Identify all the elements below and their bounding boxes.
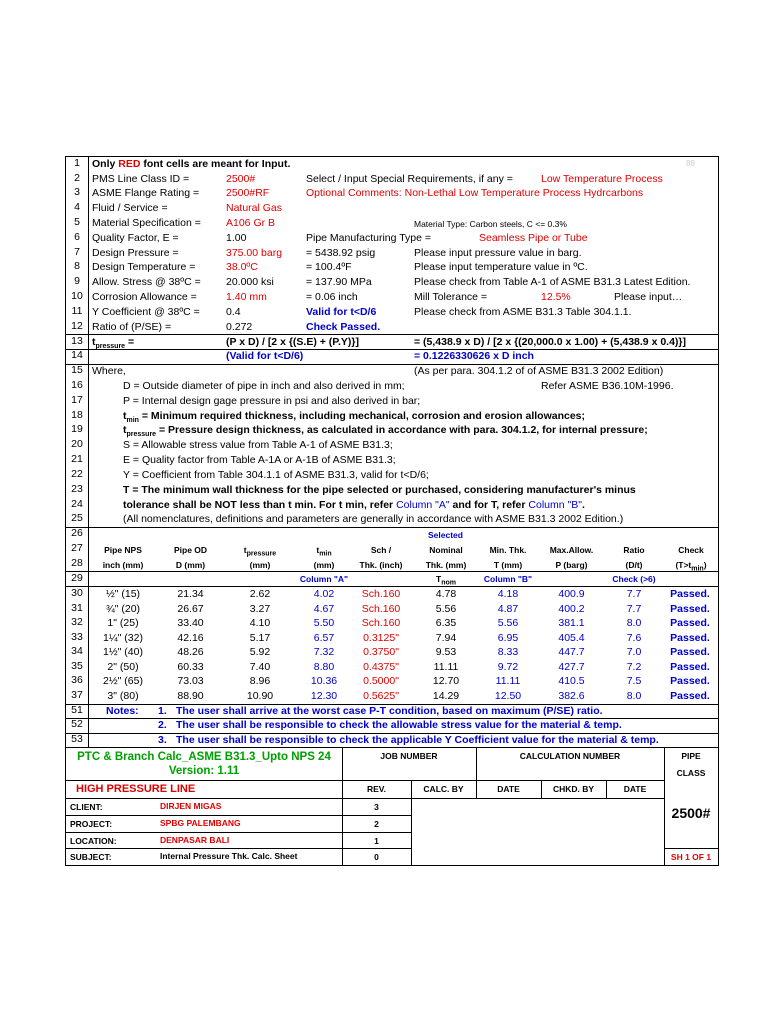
cell-nps: ¾" (20) bbox=[105, 602, 141, 615]
row-number: 22 bbox=[71, 468, 83, 480]
calculation-sheet bbox=[65, 156, 719, 866]
cell-min-thk: 6.95 bbox=[497, 631, 519, 644]
cell-nps: 2½" (65) bbox=[103, 675, 143, 687]
cell-tmin: 12.30 bbox=[310, 689, 338, 702]
definition: T = The minimum wall thickness for the pipe selected or purchased, considering manufacturer's minus bbox=[123, 484, 636, 496]
cell-ratio: 7.2 bbox=[626, 660, 642, 673]
cell-nps: 1½" (40) bbox=[103, 646, 143, 658]
cell-min-thk: 8.33 bbox=[497, 646, 519, 658]
chkd-by-label: CHKD. BY bbox=[552, 784, 595, 794]
special-req-input[interactable]: Low Temperature Process bbox=[541, 173, 663, 185]
col-header: (mm) bbox=[249, 560, 271, 570]
hint: Please check from Table A-1 of ASME B31.3 Latest Edition. bbox=[414, 276, 691, 288]
row-number: 31 bbox=[71, 601, 83, 614]
row-number: 14 bbox=[71, 349, 83, 361]
row-number: 51 bbox=[71, 704, 83, 716]
label: Allow. Stress @ 38ºC = bbox=[92, 276, 201, 288]
col-header: Sch / bbox=[370, 545, 392, 555]
pipe-label: PIPE bbox=[681, 751, 701, 761]
cell-max-pressure: 382.6 bbox=[558, 689, 585, 702]
formula-expanded: = (5,438.9 x D) / [2 x {(20,000.0 x 1.00) + (5,438.9 x 0.4)}] bbox=[414, 336, 687, 348]
definition: D = Outside diameter of pipe in inch and also derived in mm; bbox=[123, 380, 405, 392]
cell-nps: 1" (25) bbox=[107, 617, 139, 629]
sheet-version: Version: 1.11 bbox=[168, 765, 240, 777]
cell-tmin: 10.36 bbox=[310, 675, 338, 687]
class-label: CLASS bbox=[676, 768, 706, 778]
project-value[interactable]: SPBG PALEMBANG bbox=[160, 818, 241, 828]
col-header: $t_{min}$ bbox=[316, 545, 332, 558]
label: Where, bbox=[92, 365, 126, 377]
label: PMS Line Class ID = bbox=[92, 173, 190, 185]
cell-tpressure: 5.92 bbox=[249, 646, 271, 658]
label: Select / Input Special Requirements, if any = bbox=[306, 173, 513, 185]
manufacturing-input[interactable]: Seamless Pipe or Tube bbox=[479, 232, 588, 244]
row-number: 10 bbox=[71, 290, 83, 302]
material-input[interactable]: A106 Gr B bbox=[226, 217, 276, 229]
job-number-label: JOB NUMBER bbox=[380, 751, 438, 761]
label: Ratio of (P/SE) = bbox=[92, 321, 172, 333]
definition: Y = Coefficient from Table 304.1.1 of ASME B31.3, valid for t<D/6; bbox=[123, 469, 429, 481]
col-header: Pipe NPS bbox=[104, 545, 142, 555]
divider bbox=[66, 349, 718, 350]
cell-ratio: 7.6 bbox=[626, 631, 642, 644]
cell-nps: ½" (15) bbox=[105, 588, 141, 600]
row-number: 6 bbox=[74, 231, 80, 243]
validity: (Valid for t<D/6) bbox=[226, 350, 304, 362]
definition: S = Allowable stress value from Table A-1 of ASME B31.3; bbox=[123, 439, 393, 451]
row-number: 30 bbox=[71, 587, 83, 599]
sheet-title: PTC & Branch Calc_ASME B31.3_Upto NPS 24 bbox=[77, 751, 331, 763]
cell-check: Passed. bbox=[670, 617, 710, 629]
row-number: 37 bbox=[71, 688, 83, 701]
row-number: 16 bbox=[71, 379, 83, 391]
notes-label: Notes: bbox=[106, 705, 139, 717]
cell-od: 21.34 bbox=[177, 588, 204, 600]
cell-ratio: 7.7 bbox=[626, 588, 642, 600]
pms-class-input[interactable]: 2500# bbox=[226, 173, 256, 185]
row-number: 24 bbox=[71, 498, 83, 510]
cell-max-pressure: 410.5 bbox=[558, 675, 585, 687]
row-number: 35 bbox=[71, 659, 83, 672]
formula-result: = 0.1226330626 x D inch bbox=[414, 350, 534, 362]
subject-value: Internal Pressure Thk. Calc. Sheet bbox=[160, 851, 298, 861]
definition: $t_{min}$ = Minimum required thickness, including mechanical, corrosion and erosion allowances; bbox=[123, 410, 586, 425]
cell-check: Passed. bbox=[670, 602, 710, 615]
col-header: T (mm) bbox=[493, 560, 523, 570]
cell-max-pressure: 405.4 bbox=[558, 631, 585, 644]
cell-schedule[interactable]: 0.4375" bbox=[363, 660, 399, 673]
row-number: 36 bbox=[71, 674, 83, 686]
col-header: (mm) bbox=[313, 560, 335, 570]
cell-tpressure: 8.96 bbox=[249, 675, 271, 687]
value: = 0.06 inch bbox=[306, 291, 358, 303]
col-header: D (mm) bbox=[175, 560, 206, 570]
col-header: $(T>t_{min})$ bbox=[675, 560, 707, 573]
definition: E = Quality factor from Table A-1A or A-1B of ASME B31.3; bbox=[123, 454, 396, 466]
cell-nominal: 7.94 bbox=[435, 631, 457, 644]
row-number: 28 bbox=[71, 557, 83, 569]
divider bbox=[66, 832, 411, 833]
cell-tmin: 7.32 bbox=[313, 646, 335, 658]
date-label: DATE bbox=[497, 784, 520, 794]
cell-nominal: 9.53 bbox=[435, 646, 457, 658]
location-label: LOCATION: bbox=[70, 836, 117, 846]
cell-nominal: 12.70 bbox=[432, 675, 460, 687]
col-header: Check bbox=[678, 545, 704, 555]
cell-ratio: 8.0 bbox=[626, 617, 642, 629]
note-text: The user shall arrive at the worst case P-T condition, based on maximum (P/SE) ratio. bbox=[176, 705, 603, 717]
location-value[interactable]: DENPASAR BALI bbox=[160, 835, 230, 845]
cell-max-pressure: 427.7 bbox=[558, 660, 585, 673]
cell-tmin: 5.50 bbox=[313, 617, 335, 629]
cell-min-thk: 12.50 bbox=[494, 689, 522, 702]
temperature-input[interactable]: 38.0ºC bbox=[226, 261, 258, 273]
cell-ratio: 7.7 bbox=[626, 602, 642, 615]
hint: Please input… bbox=[614, 291, 683, 303]
cell-check: Passed. bbox=[670, 646, 710, 658]
cell-max-pressure: 381.1 bbox=[558, 617, 585, 629]
flange-rating-input[interactable]: 2500#RF bbox=[226, 187, 270, 199]
cell-schedule[interactable]: Sch.160 bbox=[361, 617, 401, 629]
value: 1.00 bbox=[226, 232, 247, 244]
col-header: Pipe OD bbox=[173, 545, 208, 555]
rev-number: 1 bbox=[374, 836, 379, 846]
rev-number: 2 bbox=[374, 819, 379, 829]
corner-mark: 88 bbox=[686, 159, 695, 168]
row-number: 27 bbox=[71, 542, 83, 554]
col-header: Max.Allow. bbox=[549, 545, 594, 555]
row-number: 2 bbox=[74, 172, 80, 184]
cell-od: 60.33 bbox=[177, 660, 204, 673]
value: = 137.90 MPa bbox=[306, 276, 372, 288]
cell-tpressure: 3.27 bbox=[249, 602, 271, 615]
row-number: 5 bbox=[74, 216, 80, 228]
label: Material Specification = bbox=[92, 217, 201, 229]
col-header: Thk. (mm) bbox=[425, 560, 467, 570]
label: Quality Factor, E = bbox=[92, 232, 179, 244]
cell-min-thk: 9.72 bbox=[497, 660, 519, 673]
label: Design Pressure = bbox=[92, 247, 179, 259]
rownum-divider bbox=[88, 157, 89, 748]
label: ASME Flange Rating = bbox=[92, 187, 200, 199]
row-number: 15 bbox=[71, 364, 83, 376]
cell-od: 33.40 bbox=[177, 617, 204, 629]
mill-tolerance-input[interactable]: 12.5% bbox=[541, 291, 571, 303]
formula: (P x D) / [2 x {(S.E) + (P.Y)}] bbox=[226, 336, 359, 348]
row-number: 11 bbox=[71, 305, 83, 317]
divider bbox=[342, 780, 664, 781]
client-label: CLIENT: bbox=[70, 802, 103, 812]
cell-tpressure: 5.17 bbox=[249, 631, 271, 644]
calc-number-label: CALCULATION NUMBER bbox=[519, 751, 621, 761]
note-text: The user shall be responsible to check the applicable Y Coefficient value for the material & temp. bbox=[176, 734, 659, 746]
cell-nps: 2" (50) bbox=[107, 660, 139, 673]
corrosion-input[interactable]: 1.40 mm bbox=[226, 291, 267, 303]
formula-label: $t_{pressure}$ = bbox=[92, 336, 135, 351]
cell-od: 26.67 bbox=[177, 602, 204, 615]
cell-tpressure: 2.62 bbox=[249, 588, 271, 600]
rev-number: 3 bbox=[374, 802, 379, 812]
row-number: 23 bbox=[71, 483, 83, 495]
row-number: 3 bbox=[74, 186, 80, 198]
cell-ratio: 7.0 bbox=[626, 646, 642, 658]
cell-nps: 1¼" (32) bbox=[103, 631, 143, 644]
ratio-check-label: Check (>6) bbox=[612, 574, 656, 584]
rev-number: 0 bbox=[374, 852, 379, 862]
row-number: 17 bbox=[71, 394, 83, 406]
note-text: The user shall be responsible to check the allowable stress value for the material & temp. bbox=[176, 719, 622, 731]
cell-schedule[interactable]: Sch.160 bbox=[361, 602, 401, 615]
comments-input[interactable]: Optional Comments: Non-Lethal Low Temperature Process Hydrcarbons bbox=[306, 187, 644, 199]
cell-check: Passed. bbox=[670, 631, 710, 644]
divider bbox=[66, 798, 664, 799]
cell-tmin: 4.02 bbox=[313, 588, 335, 600]
cell-nominal: 6.35 bbox=[435, 617, 457, 629]
project-label: PROJECT: bbox=[70, 819, 113, 829]
col-header: Thk. (inch) bbox=[359, 560, 403, 570]
label: Corrosion Allowance = bbox=[92, 291, 197, 303]
value: 0.272 bbox=[226, 321, 253, 333]
col-header: Nominal bbox=[429, 545, 463, 555]
subject-label: SUBJECT: bbox=[70, 852, 112, 862]
value: = 5438.92 psig bbox=[306, 247, 376, 259]
pressure-input[interactable]: 375.00 barg bbox=[226, 247, 283, 259]
date-label: DATE bbox=[623, 784, 647, 794]
title-block bbox=[66, 747, 718, 865]
check-status: Check Passed. bbox=[306, 321, 381, 333]
row-number: 13 bbox=[71, 335, 83, 347]
row-number: 25 bbox=[71, 512, 83, 524]
note-number: 3. bbox=[158, 734, 167, 746]
cell-min-thk: 4.18 bbox=[497, 588, 519, 600]
cell-max-pressure: 400.2 bbox=[558, 602, 585, 615]
row-number: 12 bbox=[71, 320, 83, 332]
cell-min-thk: 11.11 bbox=[495, 675, 521, 687]
selected-label: Selected bbox=[428, 530, 463, 540]
rev-label: REV. bbox=[366, 784, 387, 794]
label: Mill Tolerance = bbox=[414, 291, 488, 303]
row-number: 18 bbox=[71, 409, 83, 421]
value: = 100.4ºF bbox=[306, 261, 352, 273]
divider bbox=[66, 780, 342, 781]
col-header: P (barg) bbox=[555, 560, 588, 570]
row-number: 8 bbox=[74, 260, 80, 272]
column-b-label: Column "B" bbox=[483, 574, 533, 584]
label: Design Temperature = bbox=[92, 261, 196, 273]
cell-od: 48.26 bbox=[177, 646, 204, 658]
cell-check: Passed. bbox=[670, 660, 710, 673]
label: Fluid / Service = bbox=[92, 202, 168, 214]
cell-nominal: 4.78 bbox=[435, 588, 457, 600]
cell-schedule[interactable]: Sch.160 bbox=[361, 588, 401, 600]
cell-od: 73.03 bbox=[177, 675, 204, 687]
pipe-class-value: 2500# bbox=[671, 805, 711, 821]
cell-schedule[interactable]: 0.5625" bbox=[363, 689, 399, 702]
cell-check: Passed. bbox=[670, 588, 710, 600]
cell-tmin: 8.80 bbox=[313, 660, 335, 673]
column-a-label: Column "A" bbox=[299, 574, 349, 584]
row-number: 1 bbox=[74, 157, 80, 169]
sheet-number: SH 1 OF 1 bbox=[670, 852, 712, 862]
cell-schedule[interactable]: 0.5000" bbox=[363, 675, 399, 687]
row-number: 9 bbox=[74, 275, 80, 287]
cell-tpressure: 10.90 bbox=[246, 689, 274, 702]
definition: P = Internal design gage pressure in psi and also derived in bar; bbox=[123, 395, 421, 407]
definition: $t_{pressure}$ = Pressure design thickness, as calculated in accordance with para. 304.1.2, for internal pressure; bbox=[123, 424, 648, 439]
hint: Please input temperature value in ºC. bbox=[414, 261, 588, 273]
label: Y Coefficient @ 38ºC = bbox=[92, 306, 200, 318]
col-header: inch (mm) bbox=[102, 560, 144, 570]
cell-ratio: 7.5 bbox=[626, 675, 642, 687]
label: Pipe Manufacturing Type = bbox=[306, 232, 432, 244]
row-number: 4 bbox=[74, 201, 80, 213]
material-type: Material Type: Carbon steels, C <= 0.3% bbox=[414, 219, 567, 229]
col-header: $t_{pressure}$ bbox=[243, 545, 277, 558]
row-number: 26 bbox=[71, 527, 83, 539]
cell-nominal: 14.29 bbox=[432, 689, 460, 702]
row-number: 19 bbox=[71, 423, 83, 435]
cell-ratio: 8.0 bbox=[626, 689, 642, 702]
row-number: 34 bbox=[71, 645, 83, 657]
divider bbox=[66, 527, 718, 528]
tnom-label: $T_{nom}$ bbox=[436, 574, 456, 587]
note: (All nomenclatures, definitions and parameters are generally in accordance with ASME B31.3 2002 Edition.) bbox=[123, 513, 624, 525]
cell-min-thk: 4.87 bbox=[497, 602, 519, 615]
row-number: 7 bbox=[74, 246, 80, 258]
divider bbox=[664, 848, 718, 849]
row-number: 52 bbox=[71, 718, 83, 730]
hint: Please check from ASME B31.3 Table 304.1.1. bbox=[414, 306, 632, 318]
cell-schedule[interactable]: 0.3750" bbox=[363, 646, 399, 658]
hint: Please input pressure value in barg. bbox=[414, 247, 582, 259]
reference: (As per para. 304.1.2 of of ASME B31.3 2002 Edition) bbox=[414, 365, 664, 377]
cell-max-pressure: 447.7 bbox=[558, 646, 585, 658]
cell-tmin: 6.57 bbox=[313, 631, 335, 644]
cell-od: 88.90 bbox=[177, 689, 204, 702]
note-number: 2. bbox=[158, 719, 167, 731]
fluid-input[interactable]: Natural Gas bbox=[226, 202, 283, 214]
row-number: 32 bbox=[71, 616, 83, 628]
client-value[interactable]: DIRJEN MIGAS bbox=[160, 801, 222, 811]
row-number: 20 bbox=[71, 438, 83, 450]
cell-tpressure: 4.10 bbox=[249, 617, 271, 629]
cell-od: 42.16 bbox=[177, 631, 204, 644]
row-number: 21 bbox=[71, 453, 83, 465]
note-number: 1. bbox=[158, 705, 167, 717]
col-header: Ratio bbox=[623, 545, 645, 555]
cell-tpressure: 7.40 bbox=[249, 660, 271, 673]
reference: Refer ASME B36.10M-1996. bbox=[541, 380, 674, 392]
cell-tmin: 4.67 bbox=[313, 602, 335, 615]
col-header: (D/t) bbox=[625, 560, 643, 570]
input-instruction: Only RED font cells are meant for Input. bbox=[92, 158, 291, 170]
cell-schedule[interactable]: 0.3125" bbox=[363, 631, 399, 644]
definition: tolerance shall be NOT less than t min. For t min, refer Column "A" and for T, refer Column "B". bbox=[123, 499, 585, 511]
row-number: 29 bbox=[71, 572, 83, 584]
validity: Valid for t<D/6 bbox=[306, 306, 377, 318]
high-pressure-label: HIGH PRESSURE LINE bbox=[76, 783, 196, 795]
cell-check: Passed. bbox=[670, 675, 710, 687]
cell-nps: 3" (80) bbox=[107, 689, 139, 702]
calc-by-label: CALC. BY bbox=[423, 784, 464, 794]
cell-nominal: 5.56 bbox=[435, 602, 457, 615]
value: 20.000 ksi bbox=[226, 276, 274, 288]
row-number: 33 bbox=[71, 630, 83, 643]
row-number: 53 bbox=[71, 733, 83, 745]
cell-nominal: 11.11 bbox=[433, 660, 459, 673]
cell-max-pressure: 400.9 bbox=[558, 588, 585, 600]
col-header: Min. Thk. bbox=[489, 545, 527, 555]
cell-min-thk: 5.56 bbox=[497, 617, 519, 629]
cell-check: Passed. bbox=[670, 689, 710, 702]
value: 0.4 bbox=[226, 306, 241, 318]
